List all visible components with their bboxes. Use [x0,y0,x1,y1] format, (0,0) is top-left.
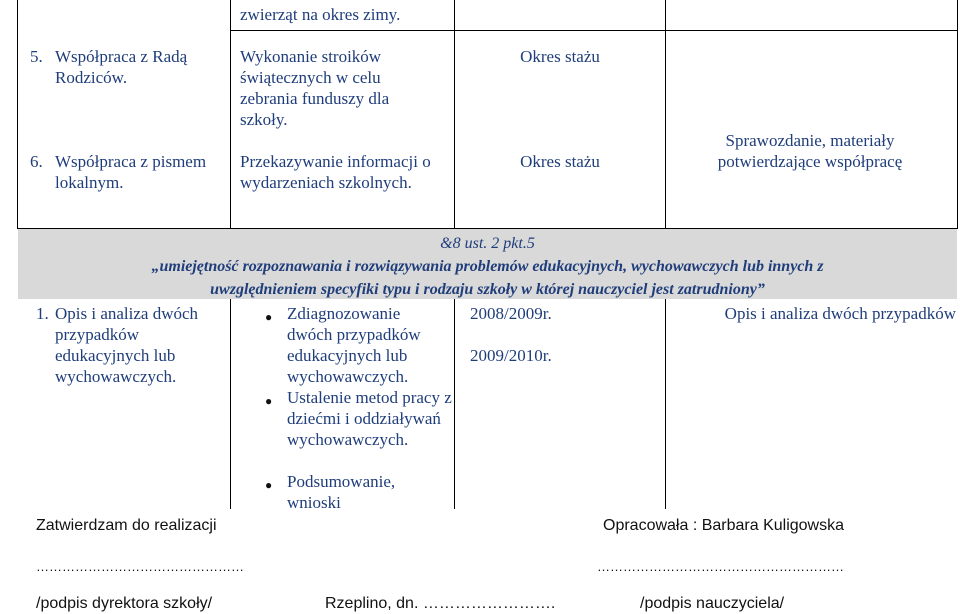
row-6-term: Okres stażu [520,152,600,171]
table-border-right [957,0,958,228]
director-signature-caption: /podpis dyrektora szkoły/ [36,595,213,612]
task-bullet-2: Ustalenie metod pracy z dziećmi i oddziaływań wychowawczych. [287,388,452,449]
row-6-task: Współpraca z pismem lokalnym. [55,152,207,192]
prev-row-fragment: zwierząt na okres zimy. [240,5,401,24]
prepared-by: Opracowała : Barbara Kuligowska [603,517,845,534]
place-and-date: Rzeplino, dn. ……………………. [325,595,556,612]
section-title-line-1: „umiejętność rozpoznawania i rozwiązywania problemów edukacyjnych, wychowawczych lub innych z [151,258,824,275]
row-6-number: 6. [30,152,43,171]
task-divider-3 [665,299,666,509]
approve-label: Zatwierdzam do realizacji [36,517,217,534]
section-reference: &8 ust. 2 pkt.5 [440,235,535,252]
task-divider-1 [230,299,231,509]
row-5-task: Współpraca z Radą Rodziców. [55,47,188,87]
table-divider-3 [665,0,666,228]
task-number: 1. [36,304,49,323]
bullet-1: ● [265,310,273,324]
task-bullet-1: Zdiagnozowanie dwóch przypadków edukacyjnych lub wychowawczych. [287,304,421,386]
signature-line-director: ………………………………………… [36,559,244,574]
task-evidence: Opis i analiza dwóch przypadków [724,304,956,323]
table-row-divider [230,30,958,31]
task-bullet-3: Podsumowanie, wnioski [287,472,396,512]
task-divider-2 [454,299,455,509]
table-divider-2 [454,0,455,228]
table-divider-1 [230,0,231,228]
bullet-3: ● [265,478,273,492]
row-5-forms: Wykonanie stroików świątecznych w celu zebrania funduszy dla szkoły. [240,47,390,129]
row-6-evidence: Sprawozdanie, materiały potwierdzające współpracę [717,131,903,171]
signature-line-teacher: ………………………………………………… [597,559,844,574]
row-6-forms: Przekazywanie informacji o wydarzeniach szkolnych. [240,152,431,192]
row-5-number: 5. [30,47,43,66]
section-title-line-2: uwzględnieniem specyfiki typu i rodzaju szkoły w której nauczyciel jest zatrudniony” [210,281,765,298]
row-5-term: Okres stażu [520,47,600,66]
teacher-signature-caption: /podpis nauczyciela/ [640,595,785,612]
bullet-2: ● [265,394,273,408]
task-term-2: 2009/2010r. [470,346,552,365]
table-border-left [17,0,18,228]
task-term-1: 2008/2009r. [470,304,552,323]
task-description: Opis i analiza dwóch przypadków edukacyjnych lub wychowawczych. [55,304,199,386]
